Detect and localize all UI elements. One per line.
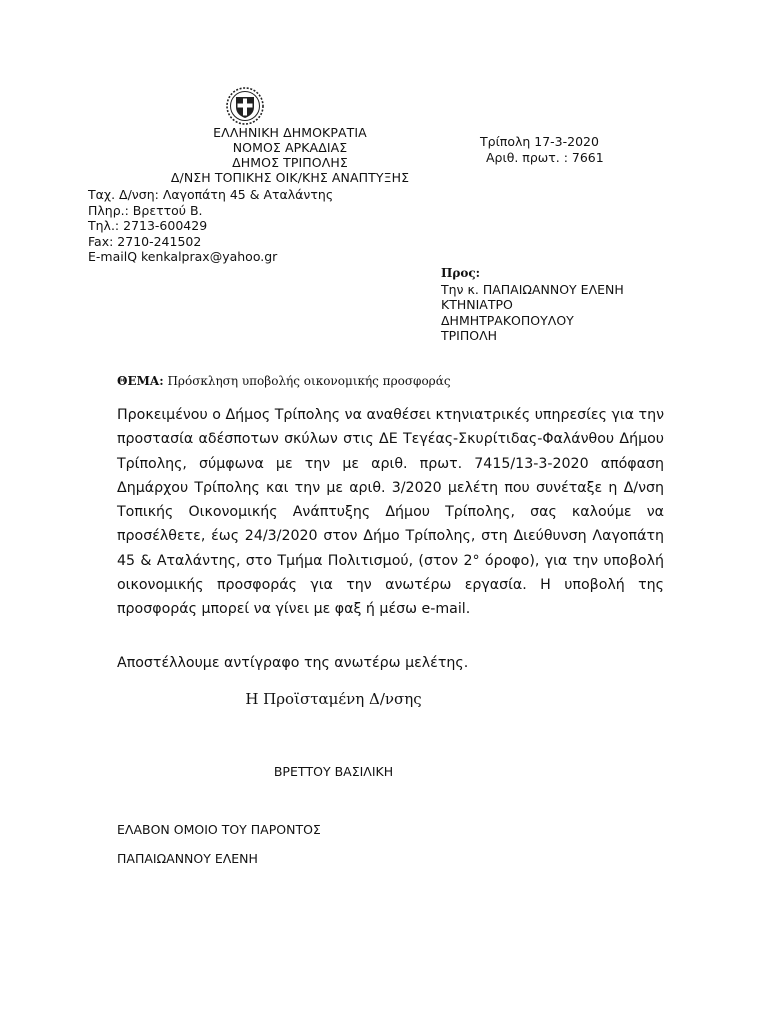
- issuer-line: ΕΛΛΗΝΙΚΗ ΔΗΜΟΚΡΑΤΙΑ: [213, 125, 367, 140]
- date-block: [480, 134, 604, 166]
- letter-body: [117, 403, 664, 622]
- recipient-line: ΔΗΜΗΤΡΑΚΟΠΟΥΛΟΥ: [441, 312, 574, 328]
- contact-person: Πληρ.: Βρεττού Β.: [88, 202, 203, 218]
- recipient-line: ΤΡΙΠΟΛΗ: [441, 328, 498, 344]
- subject-text: Πρόσκληση υποβολής οικονομικής προσφοράς: [167, 374, 451, 388]
- contact-address: Ταχ. Δ/νση: Λαγοπάτη 45 & Αταλάντης: [88, 187, 334, 202]
- greek-coat-of-arms-icon: [225, 86, 265, 126]
- subject-line: [117, 374, 451, 388]
- issuer-line: ΔΗΜΟΣ ΤΡΙΠΟΛΗΣ: [232, 155, 348, 170]
- receipt-acknowledgement: ΕΛΑΒΟΝ ΟΜΟΙΟ ΤΟΥ ΠΑΡΟΝΤΟΣ: [117, 822, 321, 837]
- receipt-name: ΠΑΠΑΙΩΑΝΝΟΥ ΕΛΕΝΗ: [117, 851, 258, 866]
- recipient-line: ΚΤΗΝΙΑΤΡΟ: [441, 297, 513, 313]
- closing-sentence: Αποστέλλουμε αντίγραφο της ανωτέρω μελέτης.: [117, 655, 469, 671]
- issuer-line: Δ/ΝΣΗ ΤΟΠΙΚΗΣ ΟΙΚ/ΚΗΣ ΑΝΑΠΤΥΞΗΣ: [170, 170, 410, 185]
- recipient-block: [441, 266, 624, 344]
- contact-email: E-mailQ kenkalprax@yahoo.gr: [88, 249, 278, 264]
- recipient-label: Προς:: [441, 266, 481, 280]
- signatory-name: ΒΡΕΤΤΟΥ ΒΑΣΙΛΙΚΗ: [273, 764, 394, 779]
- issuer-line: ΝΟΜΟΣ ΑΡΚΑΔΙΑΣ: [232, 140, 348, 155]
- protocol-number: Αριθ. πρωτ. : 7661: [486, 150, 604, 165]
- contact-fax: Fax: 2710-241502: [88, 233, 202, 249]
- contact-info: [88, 187, 333, 265]
- contact-phone: Τηλ.: 2713-600429: [88, 218, 208, 233]
- recipient-line: Την κ. ΠΑΠΑΙΩΑΝΝΟΥ ΕΛΕΝΗ: [441, 281, 624, 297]
- subject-label: ΘΕΜΑ:: [117, 374, 164, 388]
- issuer-header: [140, 125, 440, 185]
- document-date: Τρίπολη 17-3-2020: [480, 134, 599, 149]
- body-paragraph: Προκειμένου ο Δήμος Τρίπολης να αναθέσει κτηνιατρικές υπηρεσίες για την προστασία αδέσποτων σκύλων στις ΔΕ Τεγέας-Σκυρίτιδας-Φαλάνθου Δήμου Τρίπολης, σύμφωνα με την με αριθ. πρωτ. 7415/13-3-2020 απόφαση Δημάρχου Τρίπολης και την με αριθ. 3/2020 μελέτη που συνέταξε η Δ/νση Τοπικής Οικονομικής Ανάπτυξης Δήμου Τρίπολης, σας καλούμε να προσέλθετε, έως 24/3/2020 στον Δήμο Τρίπολης, στη Διεύθυνση Λαγοπάτη 45 & Αταλάντης, στο Τμήμα Πολιτισμού, (στον 2° όροφο), για την υποβολή οικονομικής προσφοράς για την ανωτέρω εργασία. Η υποβολή της προσφοράς μπορεί να γίνει με φαξ ή μέσω e-mail.: [117, 407, 664, 618]
- signatory-title: Η Προϊσταμένη Δ/νσης: [245, 690, 422, 708]
